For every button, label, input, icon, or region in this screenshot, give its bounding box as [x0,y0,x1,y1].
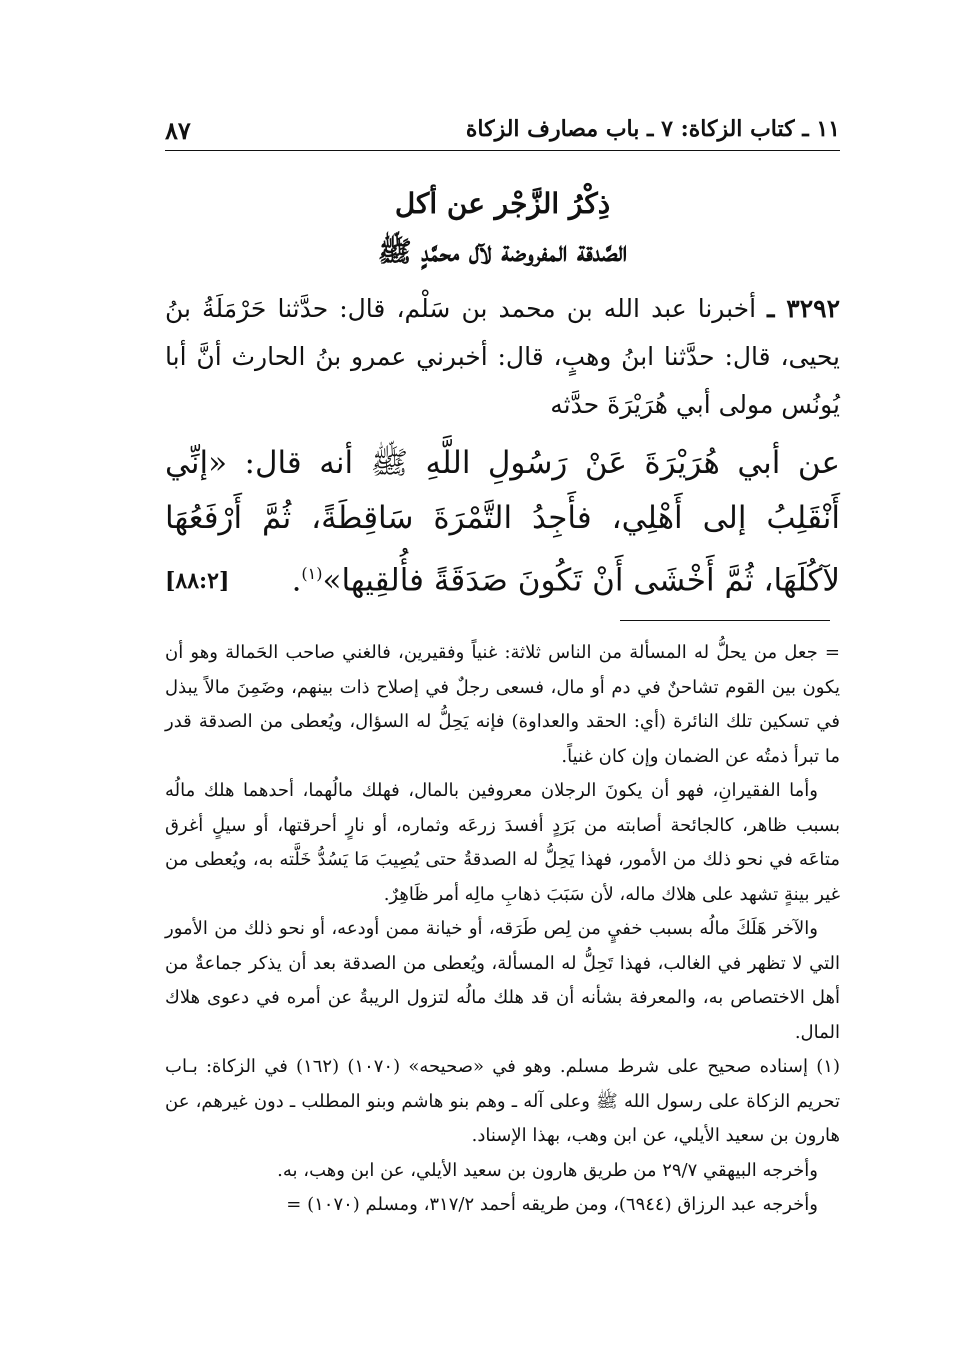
hadith-reference: [٨٨:٢] [165,568,230,594]
chapter-heading-line-1: ذِكْرُ الزَّجْر عن أكل [394,187,611,220]
note-paragraph-1: = جعل من يحلُّ له المسألة من الناس ثلاثة: غنياً وفقيرين، فالغني صاحب الحَمالة وهو أن يكون بين القوم تشاحنٌ في دم أو مال، فسعى رجلٌ في إصلاح ذات بينهم، وضَمِنَ مالاً يبذل في تسكين تلك النائرة (أي: الحقد والعداوة) فإنه يَحِلُّ له السؤال، ويُعطى من الصدقة قدر ما تبرأ ذمتُه عن الضمان وإن كان غنياً. [165,642,840,767]
matn-text: عن أبي هُرَيْرَةَ عَنْ رَسُولِ اللَّهِ ﷺ أنه قال: «إنِّي أَنْقَلِبُ إلى أَهْلِي، فأَجِدُ التَّمْرَةَ سَاقِطَةً، ثُمَّ أَرْفَعُهَا لآكُلَهَا، ثُمَّ أَخْشَى أَنْ تَكُونَ صَدَقَةً فأُلقِيها» [165,445,840,599]
note-paragraph-2: وأما الفقيرانِ، فهو أن يكونَ الرجلان معروفين بالمال، فهلك مالُهما، أحدهما هلك مالُه بسبب ظاهر، كالجائحة أصابته من بَرَدٍ أفسدَ زرعَه وثماره، أو نارٍ أحرقتها، أو سيلٍ أغرق متاعَه في نحو ذلك من الأمور، فهذا يَحِلُّ له الصدقةُ حتى يُصِيبَ مَا يَسُدُّ خَلَّته به، ويُعطى من غير بينةٍ تشهد على هلاك ماله، لأن سَبَبَ ذهابِ مالِه أمر ظَاهِرٌ. [165,780,840,905]
page-number: ٨٧ [165,116,191,145]
chapter-heading [165,180,840,276]
footnote-1: (١) إسناده صحيح على شرط مسلم. وهو في «صحيحه» (١٠٧٠) (١٦٢) في الزكاة: بـاب تحريم الزكاة على رسول الله ﷺ وعلى آله ـ وهم بنو هاشم وبنو المطلب ـ دون غيرهم، عن هارون بن سعيد الأيلي، عن ابن وهب، بهذا الإسناد. [165,1056,840,1146]
footnote-marker: (١) [301,564,323,583]
footnote-separator [620,620,830,621]
footnote-1-source-2: وأخرجه البيهقي ٢٩/٧ من طريق هارون بن سعيد الأيلي، عن ابن وهب، به. [277,1159,818,1181]
hadith-number: ٣٢٩٢ ـ [767,294,840,323]
footnotes [165,636,840,1223]
isnad-text: أخبرنا عبد الله بن محمد بن سَلْم، قال: حدَّثنا حَرْمَلَةُ بنُ يحيى، قال: حدَّثنا ابنُ وهبٍ، قال: أخبرني عمرو بنُ الحارث أنَّ أبا يُونُس مولى أبي هُرَيْرَةَ حدَّثه [165,294,840,419]
note-paragraph-3: والآخر هَلَكَ مالُه بسبب خفيٍ من لِص طَرَقه، أو خيانة ممن أودعه، أو نحو ذلك من الأمور التي لا تظهر في الغالب، فهذا تَحِلُّ له المسألة، ويُعطى من الصدقة بعد أن يذكر جماعةٌ من أهل الاختصاص به، والمعرفة بشأنه أن قد هلك مالُه لتزول الريبةُ عن أمره في دعوى هلاك المال. [165,918,840,1043]
footnote-1-source-3: وأخرجه عبد الرزاق (٦٩٤٤)، ومن طريقه أحمد ٣١٧/٢، ومسلم (١٠٧٠) = [286,1194,818,1215]
running-header [165,112,840,151]
header-title: ١١ ـ كتاب الزكاة: ٧ ـ باب مصارف الزكاة [465,116,840,142]
hadith-matn: عن أبي هُرَيْرَةَ عَنْ رَسُولِ اللَّهِ ﷺ أنه قال: «إنِّي أَنْقَلِبُ إلى أَهْلِي، فأَجِدُ التَّمْرَةَ سَاقِطَةً، ثُمَّ أَرْفَعُهَا لآكُلَهَا، ثُمَّ أَخْشَى أَنْ تَكُونَ صَدَقَةً فأُلقِيها»$^{(١)}$. [٨٨:٢] [165,436,840,609]
chapter-heading-line-2: الصَّدقة المفروضة لآل محمَّدٍ ﷺ [377,235,628,268]
hadith-isnad [165,285,840,429]
